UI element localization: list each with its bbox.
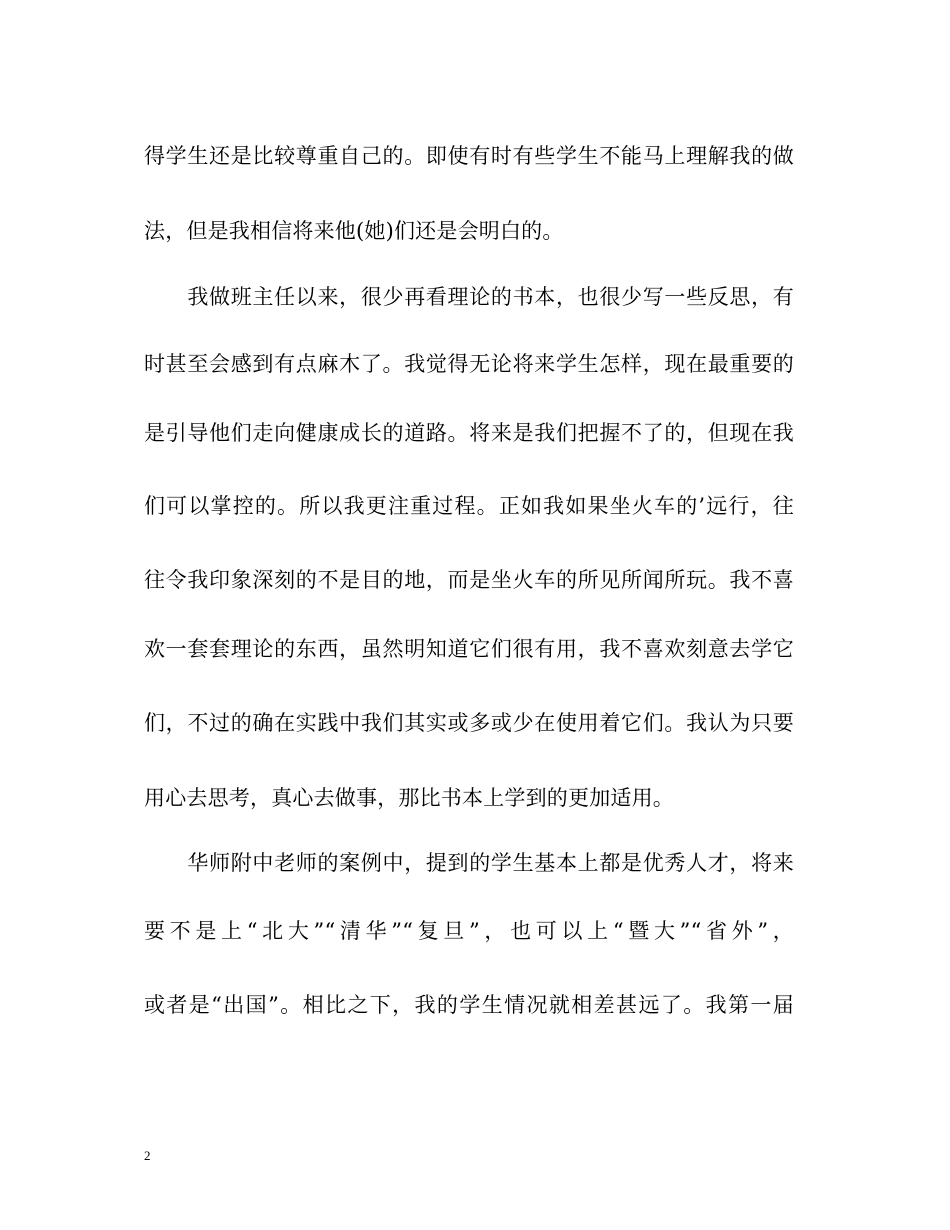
body-text-line: 们，不过的确在实践中我们其实或多或少在使用着它们。我认为只要: [144, 711, 794, 735]
body-text-line: 法，但是我相信将来他(她)们还是会明白的。: [144, 219, 564, 243]
body-text-line: 得学生还是比较尊重自己的。即使有时有些学生不能马上理解我的做: [144, 144, 794, 168]
body-text-line: 要不是上“北大”“清华”“复旦”，也可以上“暨大”“省外”，: [144, 919, 794, 943]
body-text-line: 往令我印象深刻的不是目的地，而是坐火车的所见所闻所玩。我不喜: [144, 568, 794, 592]
body-text-line: 华师附中老师的案例中，提到的学生基本上都是优秀人才，将来: [144, 851, 794, 875]
page-number: 2: [144, 1148, 151, 1163]
body-text-line: 欢一套套理论的东西，虽然明知道它们很有用，我不喜欢刻意去学它: [144, 637, 794, 661]
body-text-line: 是引导他们走向健康成长的道路。将来是我们把握不了的，但现在我: [144, 421, 794, 445]
body-text-line: 用心去思考，真心去做事，那比书本上学到的更加适用。: [144, 786, 674, 810]
body-text-line: 们可以掌控的。所以我更注重过程。正如我如果坐火车的’远行，往: [144, 494, 794, 518]
body-text-line: 时甚至会感到有点麻木了。我觉得无论将来学生怎样，现在最重要的: [144, 352, 794, 376]
body-text-line: 或者是“出国”。相比之下，我的学生情况就相差甚远了。我第一届: [144, 993, 794, 1017]
body-text-line: 我做班主任以来，很少再看理论的书本，也很少写一些反思，有: [144, 285, 794, 309]
